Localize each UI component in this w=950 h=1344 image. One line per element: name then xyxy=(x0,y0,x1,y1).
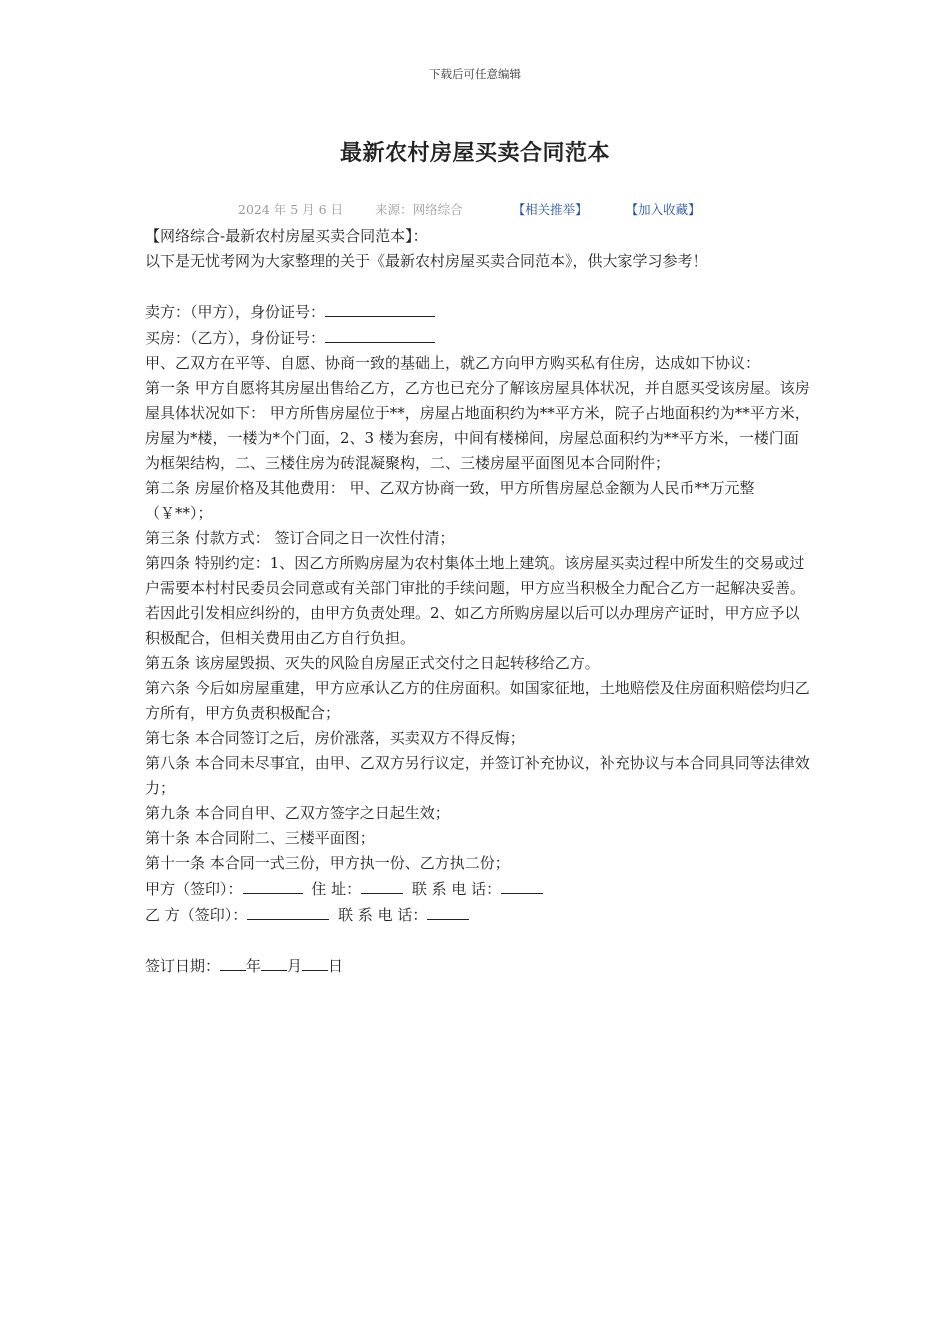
page-header-note: 下载后可任意编辑 xyxy=(429,67,521,81)
publish-date: 2024 年 5 月 6 日 xyxy=(238,202,344,217)
day-label: 日 xyxy=(328,957,344,975)
buyer-label: 买房：（乙方），身份证号： xyxy=(145,329,326,347)
intro-heading: 【网络综合-最新农村房屋买卖合同范本】： xyxy=(145,227,428,245)
party-a-sign-label: 甲方（签印）： xyxy=(145,880,243,898)
sign-date-line xyxy=(145,953,810,979)
article-7: 第七条 本合同签订之后，房价涨落，买卖双方不得反悔； xyxy=(145,729,525,747)
article-meta xyxy=(238,200,838,218)
sign-date-label: 签订日期： xyxy=(145,957,221,975)
party-a-signature-line xyxy=(145,876,810,902)
buyer-line xyxy=(145,325,810,351)
party-b-sign-label: 乙 方（签印）： xyxy=(145,906,248,924)
month-blank xyxy=(261,953,287,971)
party-b-signature-line xyxy=(145,902,810,928)
seller-label: 卖方：（甲方），身份证号： xyxy=(145,303,326,321)
month-label: 月 xyxy=(287,957,303,975)
buyer-id-blank xyxy=(325,325,435,343)
address-label: 住 址： xyxy=(311,880,362,898)
article-8: 第八条 本合同未尽事宜，由甲、乙双方另行议定，并签订补充协议，补充协议与本合同具同等法律效力； xyxy=(145,754,810,797)
related-recommend-link[interactable]: 【相关推举】 xyxy=(512,202,588,217)
article-6: 第六条 今后如房屋重建，甲方应承认乙方的住房面积。如国家征地，土地赔偿及住房面积赔偿均归乙方所有，甲方负责积极配合； xyxy=(145,679,810,722)
party-b-sign-blank xyxy=(247,902,329,920)
article-10: 第十条 本合同附二、三楼平面图； xyxy=(145,829,375,847)
party-a-sign-blank xyxy=(243,876,303,894)
party-b-phone-label: 联 系 电 话： xyxy=(338,906,428,924)
spacer xyxy=(145,928,810,953)
article-1: 第一条 甲方自愿将其房屋出售给乙方，乙方也已充分了解该房屋具体状况，并自愿买受该房屋。该房屋具体状况如下： 甲方所售房屋位于**，房屋占地面积约为**平方米，院子占地面积约为**平方米，房屋为*楼，一楼为*个门面，2、3 楼为套房，中间有楼梯间，房屋总面积约为**平方米，一楼门面为框架结构，二、三楼住房为砖混凝聚构，二、三楼房屋平面图见本合同附件； xyxy=(145,379,810,472)
party-b-phone-blank xyxy=(427,902,469,920)
article-2: 第二条 房屋价格及其他费用： 甲、乙双方协商一致，甲方所售房屋总金额为人民币**万元整（￥**）； xyxy=(145,479,755,522)
party-a-phone-label: 联 系 电 话： xyxy=(411,880,502,898)
year-label: 年 xyxy=(246,957,262,975)
article-9: 第九条 本合同自甲、乙双方签字之日起生效； xyxy=(145,804,450,822)
article-11: 第十一条 本合同一式三份，甲方执一份、乙方执二份； xyxy=(145,854,510,872)
spacer xyxy=(145,274,810,299)
add-favorite-link[interactable]: 【加入收藏】 xyxy=(625,202,701,217)
source-label: 来源：网络综合 xyxy=(375,202,463,217)
party-a-phone-blank xyxy=(501,876,543,894)
intro-text: 以下是无忧考网为大家整理的关于《最新农村房屋买卖合同范本》，供大家学习参考！ xyxy=(145,252,708,270)
seller-line xyxy=(145,299,810,325)
day-blank xyxy=(302,953,328,971)
article-5: 第五条 该房屋毁损、灭失的风险自房屋正式交付之日起转移给乙方。 xyxy=(145,654,600,672)
seller-id-blank xyxy=(325,299,435,317)
address-blank xyxy=(361,876,403,894)
document-title: 最新农村房屋买卖合同范本 xyxy=(339,141,610,166)
contract-body xyxy=(145,224,810,979)
preamble: 甲、乙双方在平等、自愿、协商一致的基础上，就乙方向甲方购买私有住房，达成如下协议： xyxy=(145,354,761,372)
article-4: 第四条 特别约定：1、因乙方所购房屋为农村集体土地上建筑。该房屋买卖过程中所发生的交易或过户需要本村村民委员会同意或有关部门审批的手续问题，甲方应当积极全力配合乙方一起解决妥善。若因此引发相应纠纷的，由甲方负责处理。2、如乙方所购房屋以后可以办理房产证时，甲方应予以积极配合，但相关费用由乙方自行负担。 xyxy=(145,554,806,647)
article-3: 第三条 付款方式： 签订合同之日一次性付清； xyxy=(145,529,455,547)
year-blank xyxy=(220,953,246,971)
